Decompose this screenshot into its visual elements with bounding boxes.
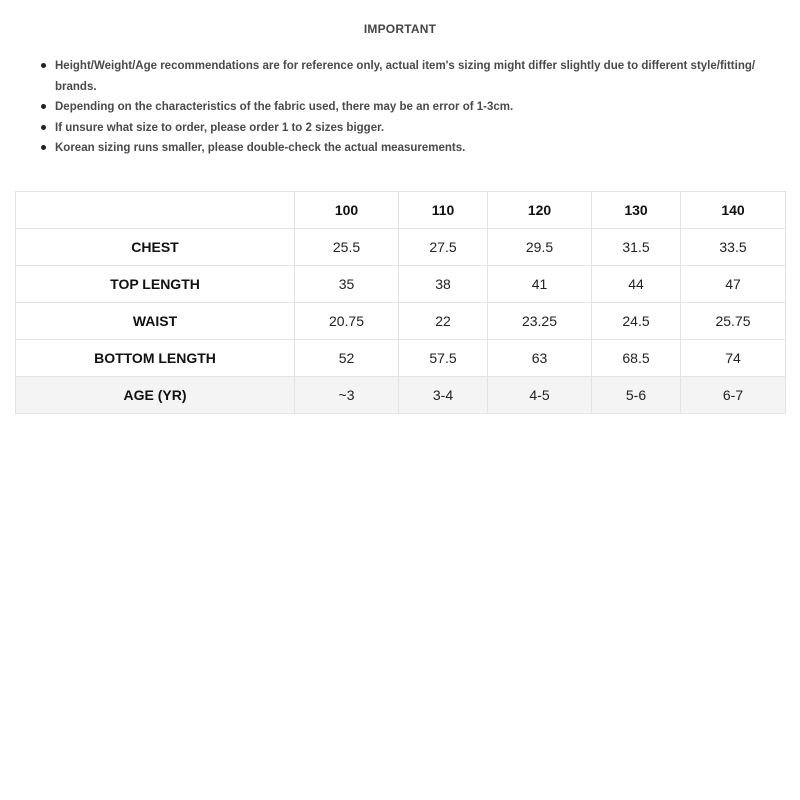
table-cell: 47 (681, 266, 786, 303)
row-label: CHEST (16, 229, 295, 266)
table-cell: 41 (488, 266, 592, 303)
size-header-cell: 130 (592, 192, 681, 229)
table-cell: 4-5 (488, 377, 592, 414)
table-cell: 31.5 (592, 229, 681, 266)
bullet-icon (41, 145, 46, 150)
note-item (40, 138, 792, 159)
table-cell: 63 (488, 340, 592, 377)
table-cell: 3-4 (399, 377, 488, 414)
table-cell: 23.25 (488, 303, 592, 340)
row-label: AGE (YR) (16, 377, 295, 414)
table-cell: 22 (399, 303, 488, 340)
table-cell: 68.5 (592, 340, 681, 377)
table-cell: 27.5 (399, 229, 488, 266)
size-header-cell: 110 (399, 192, 488, 229)
size-header-cell: 120 (488, 192, 592, 229)
bullet-icon (41, 104, 46, 109)
size-header-row (16, 192, 786, 229)
bullet-icon (41, 125, 46, 130)
table-cell: 38 (399, 266, 488, 303)
table-cell: 6-7 (681, 377, 786, 414)
page-title: IMPORTANT (363, 22, 437, 36)
table-cell: 44 (592, 266, 681, 303)
table-cell: 33.5 (681, 229, 786, 266)
row-label: BOTTOM LENGTH (16, 340, 295, 377)
note-text: If unsure what size to order, please order 1 to 2 sizes bigger. (55, 121, 385, 134)
notes-list (40, 56, 792, 159)
size-chart-table (15, 191, 786, 414)
size-header-cell: 140 (681, 192, 786, 229)
table-cell: 52 (295, 340, 399, 377)
row-label: TOP LENGTH (16, 266, 295, 303)
corner-cell (16, 192, 295, 229)
table-cell: 25.75 (681, 303, 786, 340)
table-cell: 29.5 (488, 229, 592, 266)
table-cell: 25.5 (295, 229, 399, 266)
table-row (16, 303, 786, 340)
table-cell: ~3 (295, 377, 399, 414)
table-cell: 24.5 (592, 303, 681, 340)
table-cell: 57.5 (399, 340, 488, 377)
note-item (40, 97, 792, 118)
table-row (16, 340, 786, 377)
note-text: Korean sizing runs smaller, please double-check the actual measurements. (55, 142, 466, 154)
row-label: WAIST (16, 303, 295, 340)
note-item (40, 118, 792, 139)
table-cell: 5-6 (592, 377, 681, 414)
table-cell: 20.75 (295, 303, 399, 340)
size-header-cell: 100 (295, 192, 399, 229)
note-text: Height/Weight/Age recommendations are for reference only, actual item's sizing might differ slightly due to different style/fitting/ brands. (55, 60, 756, 93)
note-item (40, 56, 792, 97)
table-row (16, 377, 786, 414)
table-cell: 74 (681, 340, 786, 377)
table-cell: 35 (295, 266, 399, 303)
table-row (16, 229, 786, 266)
bullet-icon (41, 63, 46, 68)
table-row (16, 266, 786, 303)
note-text: Depending on the characteristics of the fabric used, there may be an error of 1-3cm. (55, 101, 514, 113)
